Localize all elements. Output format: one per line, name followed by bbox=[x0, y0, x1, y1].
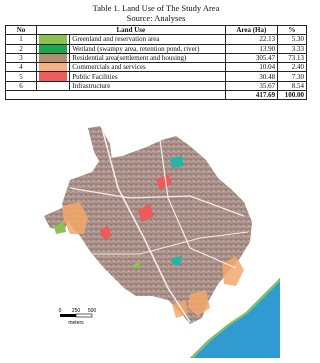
table-row bbox=[6, 81, 307, 90]
table-row bbox=[6, 53, 307, 62]
residential-area bbox=[62, 136, 252, 324]
table-row bbox=[6, 44, 307, 53]
row-percent: 3.33 bbox=[278, 44, 307, 53]
residential-branch bbox=[88, 126, 112, 166]
row-land-use: Residential area(settlement and housing) bbox=[70, 53, 225, 62]
header-land-use: Land Use bbox=[37, 26, 226, 35]
scale-unit-label: meters bbox=[68, 320, 84, 326]
scale-tick-label: 250 bbox=[71, 308, 81, 314]
legend-swatch bbox=[39, 45, 67, 53]
row-land-use: Commercials and services bbox=[70, 63, 225, 72]
legend-swatch bbox=[39, 54, 67, 62]
scale-bar bbox=[59, 308, 97, 326]
legend-swatch bbox=[39, 82, 67, 90]
row-land-use: Infrastructure bbox=[70, 81, 225, 90]
row-percent: 2.40 bbox=[278, 63, 307, 72]
header-percent: % bbox=[278, 26, 307, 35]
row-area: 305.47 bbox=[225, 53, 277, 62]
table-row bbox=[6, 63, 307, 72]
total-percent: 100.00 bbox=[278, 91, 307, 100]
row-percent: 73.13 bbox=[278, 53, 307, 62]
header-no: No bbox=[6, 26, 37, 35]
scale-tick-label: 500 bbox=[87, 308, 97, 314]
row-number: 6 bbox=[6, 81, 37, 90]
row-area: 10.04 bbox=[225, 63, 277, 72]
table-source: Source: Analyses bbox=[126, 13, 186, 23]
total-area: 417.69 bbox=[225, 91, 277, 100]
header-area: Area (Ha) bbox=[225, 26, 277, 35]
legend-swatch bbox=[39, 63, 67, 71]
row-land-use: Public Facilities bbox=[70, 72, 225, 81]
scale-tick-label: 0 bbox=[58, 308, 62, 314]
table-total-row bbox=[6, 91, 307, 100]
table-row bbox=[6, 35, 307, 44]
row-percent: 7.30 bbox=[278, 72, 307, 81]
row-number: 5 bbox=[6, 72, 37, 81]
row-land-use: Wetland (swampy area, retention pond, river) bbox=[70, 44, 225, 53]
row-number: 2 bbox=[6, 44, 37, 53]
row-number: 1 bbox=[6, 35, 37, 44]
table-title: Table 1. Land Use of The Study Area bbox=[92, 3, 220, 13]
table-row bbox=[6, 72, 307, 81]
table-header-row bbox=[6, 26, 307, 35]
row-area: 13.90 bbox=[225, 44, 277, 53]
land-use-map bbox=[40, 118, 280, 358]
row-number: 3 bbox=[6, 53, 37, 62]
row-number: 4 bbox=[6, 63, 37, 72]
row-percent: 5.30 bbox=[278, 35, 307, 44]
legend-swatch bbox=[39, 35, 67, 43]
retention-pond bbox=[170, 156, 184, 168]
land-use-table bbox=[5, 25, 307, 100]
row-land-use: Greenland and reservation area bbox=[70, 35, 225, 44]
row-area: 22.13 bbox=[225, 35, 277, 44]
legend-swatch bbox=[39, 72, 67, 80]
row-area: 35.67 bbox=[225, 81, 277, 90]
row-percent: 8.54 bbox=[278, 81, 307, 90]
row-area: 30.48 bbox=[225, 72, 277, 81]
